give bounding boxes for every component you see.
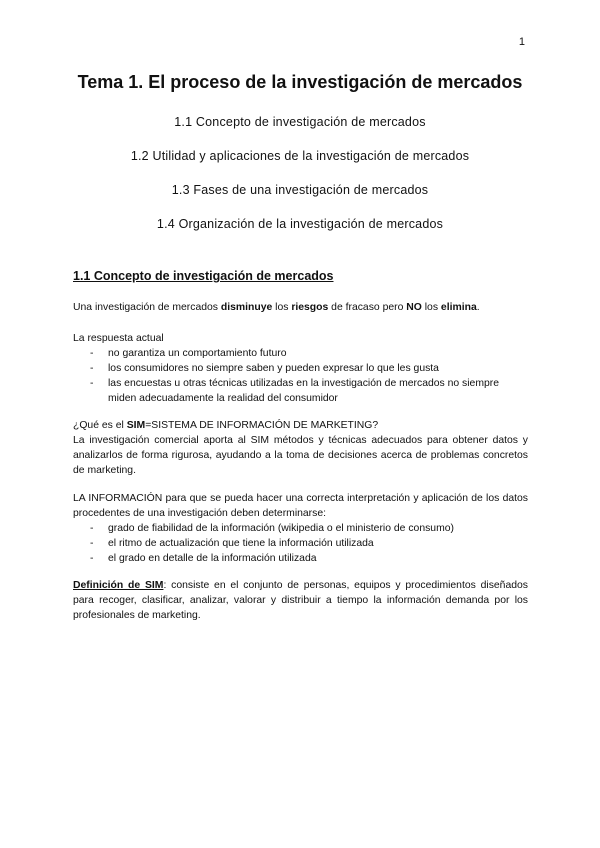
list-item: - el grado en detalle de la información utilizada	[108, 551, 528, 566]
list-item: - los consumidores no siempre saben y pueden expresar lo que les gusta	[108, 361, 528, 376]
respuesta-list	[73, 346, 528, 406]
intro-paragraph: Una investigación de mercados disminuye los riesgos de fracaso pero NO los elimina.	[73, 302, 480, 313]
toc-item-4: 1.4 Organización de la investigación de mercados	[156, 217, 444, 231]
list-item: - el ritmo de actualización que tiene la información utilizada	[108, 536, 528, 551]
list-item: - grado de fiabilidad de la información (wikipedia o el ministerio de consumo)	[108, 521, 528, 536]
sim-paragraph: La investigación comercial aporta al SIM métodos y técnicas adecuados para obtener datos y analizarlos de forma rigurosa, ayudando a la toma de decisiones acerca de problemas concretos de marketing.	[73, 435, 528, 476]
respuesta-block	[73, 331, 528, 406]
respuesta-heading: La respuesta actual	[73, 333, 164, 344]
informacion-paragraph: LA INFORMACIÓN para que se pueda hacer una correcta interpretación y aplicación de los datos procedentes de una investigación deben determinarse:	[73, 493, 528, 519]
list-item: - no garantiza un comportamiento futuro	[108, 346, 528, 361]
section-heading: 1.1 Concepto de investigación de mercados	[73, 269, 334, 283]
page-number: 1	[518, 36, 525, 48]
toc-item-2: 1.2 Utilidad y aplicaciones de la investigación de mercados	[130, 149, 470, 163]
definicion-block	[73, 578, 528, 623]
definicion-label: Definición de SIM	[73, 580, 164, 591]
toc-item-3: 1.3 Fases de una investigación de mercados	[171, 183, 429, 197]
definicion-text: : consiste en el conjunto de personas, equipos y procedimientos diseñados para recoger, clasificar, analizar, valorar y distribuir a tiempo la información demanda por los profesionales de marketing.	[73, 580, 528, 621]
sim-block	[73, 418, 528, 478]
toc-item-1: 1.1 Concepto de investigación de mercados	[174, 115, 426, 129]
sim-question: ¿Qué es el SIM=SISTEMA DE INFORMACIÓN DE MARKETING?	[73, 420, 379, 431]
informacion-block	[73, 491, 528, 566]
list-item: - las encuestas u otras técnicas utilizadas en la investigación de mercados no siempre miden adecuadamente la realidad del consumidor	[108, 376, 528, 406]
page-title: Tema 1. El proceso de la investigación de mercados	[77, 72, 523, 92]
informacion-list	[73, 521, 528, 566]
